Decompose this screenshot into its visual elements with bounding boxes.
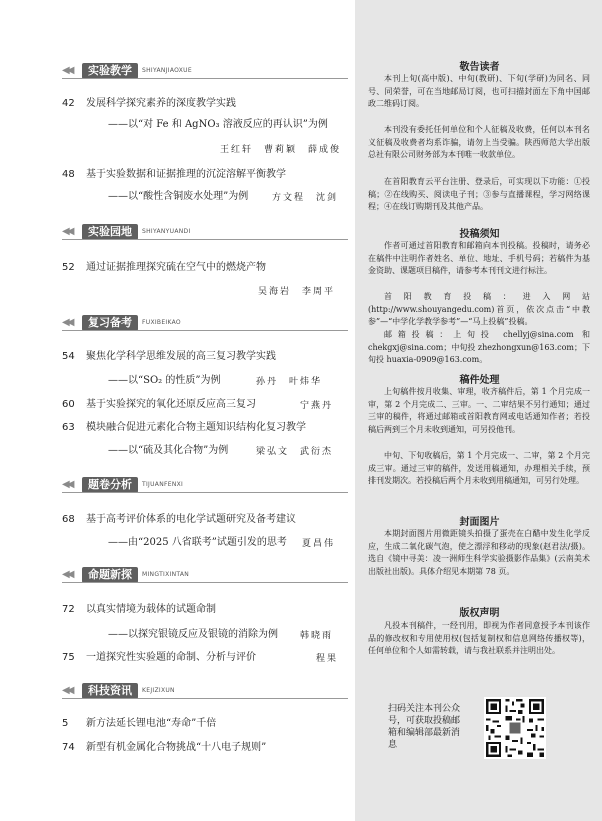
article-subtitle: ——由“2025 八省联考”试题引发的思考 — [108, 537, 287, 548]
divider — [62, 239, 348, 240]
page-number: 42 — [62, 98, 75, 109]
toc-entry[interactable] — [62, 741, 352, 754]
page-number: 68 — [62, 514, 75, 525]
section-header — [62, 567, 348, 583]
divider — [62, 330, 348, 331]
toc-entry[interactable] — [62, 513, 352, 526]
authors: 吴海岩 李周平 — [258, 287, 336, 297]
section-header — [62, 224, 348, 240]
notice-paragraph: 本刊上旬(高中版)、中旬(教研)、下旬(学研)为同名、同号、同荣誉，可在当地邮局订阅，也可扫描封面左下角中国邮政二维码订阅。 — [368, 74, 590, 109]
toc-entry[interactable] — [62, 261, 352, 274]
page-number: 63 — [62, 422, 75, 433]
toc-entry[interactable] — [62, 421, 352, 434]
authors: 宁燕丹 — [300, 401, 334, 411]
page-number: 60 — [62, 399, 75, 410]
page-number: 48 — [62, 169, 75, 180]
article-title: 新方法延长锂电池“寿命”千倍 — [86, 718, 217, 729]
double-arrow-icon: ◀◀ — [62, 65, 72, 76]
authors: 方文程 沈剑 — [272, 193, 339, 203]
copyright-heading: 版权声明 — [459, 608, 500, 619]
page-number: 5 — [62, 718, 69, 729]
authors: 王红轩 曹莉颖 薛成俊 — [220, 145, 342, 155]
section-header — [62, 63, 348, 79]
page-number: 52 — [62, 262, 75, 273]
section-pinyin: SHIYANJIAOXUE — [142, 67, 192, 74]
double-arrow-icon: ◀◀ — [62, 685, 72, 696]
process-paragraph: 上旬稿件按月收集、审理，收齐稿件后，第 1 个月完成一审，第 2 个月完成二、三审。一、二审结果不另行通知；通过三审的稿件，将通过邮箱或首阳教育网或电话通知作者；若投稿后两到三个月未收到通知，可另投他刊。 — [368, 387, 590, 434]
article-title: 基于高考评价体系的电化学试题研究及备考建议 — [86, 514, 296, 525]
section-title: 命题新探 — [82, 567, 138, 583]
submission-paragraph: 作者可通过首阳教育和邮箱向本刊投稿。投稿时，请务必在稿件中注明作者姓名、单位、地址、手机号码；若稿件为基金资助、课题项目稿件，请参考本刊刊文进行标注。 — [368, 241, 590, 276]
article-title: 发展科学探究素养的深度教学实践 — [86, 98, 236, 109]
authors: 程果 — [316, 654, 339, 664]
section-title: 题卷分析 — [82, 477, 138, 493]
double-arrow-icon: ◀◀ — [62, 317, 72, 328]
cover-paragraph: 本期封面图片用微距镜头拍摄了蛋壳在白醋中发生化学反应，生成二氧化碳气泡，使之漂浮和移动的现象(赵君法/摄)。选自《镜中寻美：凌一洲师生科学实验摄影作品集》(云南美术出版社出版)。具体介绍见本期第 78 页。 — [368, 529, 590, 576]
article-subtitle: ——以“硫及其化合物”为例 — [108, 445, 229, 456]
cover-heading: 封面图片 — [459, 517, 500, 528]
article-subtitle: ——以“对 Fe 和 AgNO₃ 溶液反应的再认识”为例 — [108, 119, 328, 130]
section-title: 复习备考 — [82, 315, 138, 331]
toc-entry[interactable] — [62, 168, 352, 181]
article-subtitle: ——以“酸性含铜废水处理”为例 — [108, 191, 249, 202]
section-pinyin: TIJUANFENXI — [142, 481, 184, 488]
submission-heading: 投稿须知 — [459, 229, 500, 240]
article-subtitle: ——以“SO₂ 的性质”为例 — [108, 375, 221, 386]
submission-paragraph: 邮箱投稿：上旬投 chellyj@sina.com 和 chekgxj@sina.com；中旬投 zhezhongxun@163.com；下旬投 huaxia-0909@163.com。 — [368, 330, 590, 365]
section-title: 实验教学 — [82, 63, 138, 79]
qr-code-icon[interactable] — [484, 697, 546, 759]
article-subtitle: ——以探究银镜反应及银镜的消除为例 — [108, 629, 278, 640]
article-title: 新型有机金属化合物挑战“十八电子规则” — [86, 742, 267, 753]
section-header — [62, 477, 348, 493]
section-header — [62, 683, 348, 699]
section-title: 科技资讯 — [82, 683, 138, 699]
article-title: 以真实情境为载体的试题命制 — [86, 604, 216, 615]
section-pinyin: MINGTIXINTAN — [142, 571, 190, 578]
submission-paragraph: 首阳教育投稿：进入网站(http://www.shouyangedu.com)首页，依次点击“中教参”—“中学化学教学参考”—“马上投稿”投稿。 — [368, 292, 590, 327]
toc-entry[interactable] — [62, 603, 352, 616]
article-title: 基于实验探究的氧化还原反应高三复习 — [86, 399, 256, 410]
toc-entry[interactable] — [62, 651, 352, 664]
notice-heading: 敬告读者 — [459, 62, 500, 73]
article-title: 聚焦化学科学思维发展的高三复习教学实践 — [86, 351, 276, 362]
toc-entry[interactable] — [62, 717, 352, 730]
section-pinyin: KEJIZIXUN — [142, 687, 175, 694]
toc-entry[interactable] — [62, 97, 352, 110]
section-title: 实验园地 — [82, 224, 138, 240]
article-title: 模块融合促进元素化合物主题知识结构化复习教学 — [86, 422, 306, 433]
page-number: 72 — [62, 604, 75, 615]
section-header — [62, 315, 348, 331]
divider — [62, 78, 348, 79]
divider — [62, 698, 348, 699]
authors: 韩晓雨 — [300, 631, 334, 641]
authors: 夏昌伟 — [302, 539, 336, 549]
notice-paragraph: 在首阳教育云平台注册、登录后，可实现以下功能：①投稿；②在线购买、阅读电子刊；③参与直播课程，学习网络课程；④在线订购期刊及其他产品。 — [368, 177, 590, 212]
process-paragraph: 中旬、下旬收稿后，第 1 个月完成一、二审，第 2 个月完成三审。通过三审的稿件，发送用稿通知，办理相关手续，预排刊发期次。若投稿后两个月未收到用稿通知，可另行处理。 — [368, 451, 590, 486]
section-pinyin: SHIYANYUANDI — [142, 228, 191, 235]
double-arrow-icon: ◀◀ — [62, 569, 72, 580]
authors: 梁弘文 武衍杰 — [256, 447, 334, 457]
divider — [62, 492, 348, 493]
notice-paragraph: 本刊没有委托任何单位和个人征稿及收费，任何以本刊名义征稿及收费者均系诈骗，请勿上当受骗。陕西师范大学出版总社有限公司财务部为本刊唯一收款单位。 — [368, 125, 590, 160]
page-number: 74 — [62, 742, 75, 753]
divider — [62, 582, 348, 583]
page-number: 54 — [62, 351, 75, 362]
authors: 孙丹 叶炜华 — [256, 377, 323, 387]
double-arrow-icon: ◀◀ — [62, 479, 72, 490]
article-title: 通过证据推理探究硫在空气中的燃烧产物 — [86, 262, 266, 273]
article-title: 基于实验数据和证据推理的沉淀溶解平衡教学 — [86, 169, 286, 180]
section-pinyin: FUXIBEIKAO — [142, 319, 181, 326]
qr-caption: 扫码关注本刊公众号，可获取投稿邮箱和编辑部最新消息 — [388, 704, 461, 750]
toc-entry[interactable] — [62, 350, 352, 363]
double-arrow-icon: ◀◀ — [62, 226, 72, 237]
article-title: 一道探究性实验题的命制、分析与评价 — [86, 652, 256, 663]
process-heading: 稿件处理 — [459, 375, 500, 386]
copyright-paragraph: 凡投本刊稿件，一经刊用，即视为作者同意授予本刊该作品的修改权和专用使用权(包括复制权和信息网络传播权等)，任何单位和个人如需转载，请与我社联系并注明出处。 — [368, 621, 590, 656]
page-number: 75 — [62, 652, 75, 663]
